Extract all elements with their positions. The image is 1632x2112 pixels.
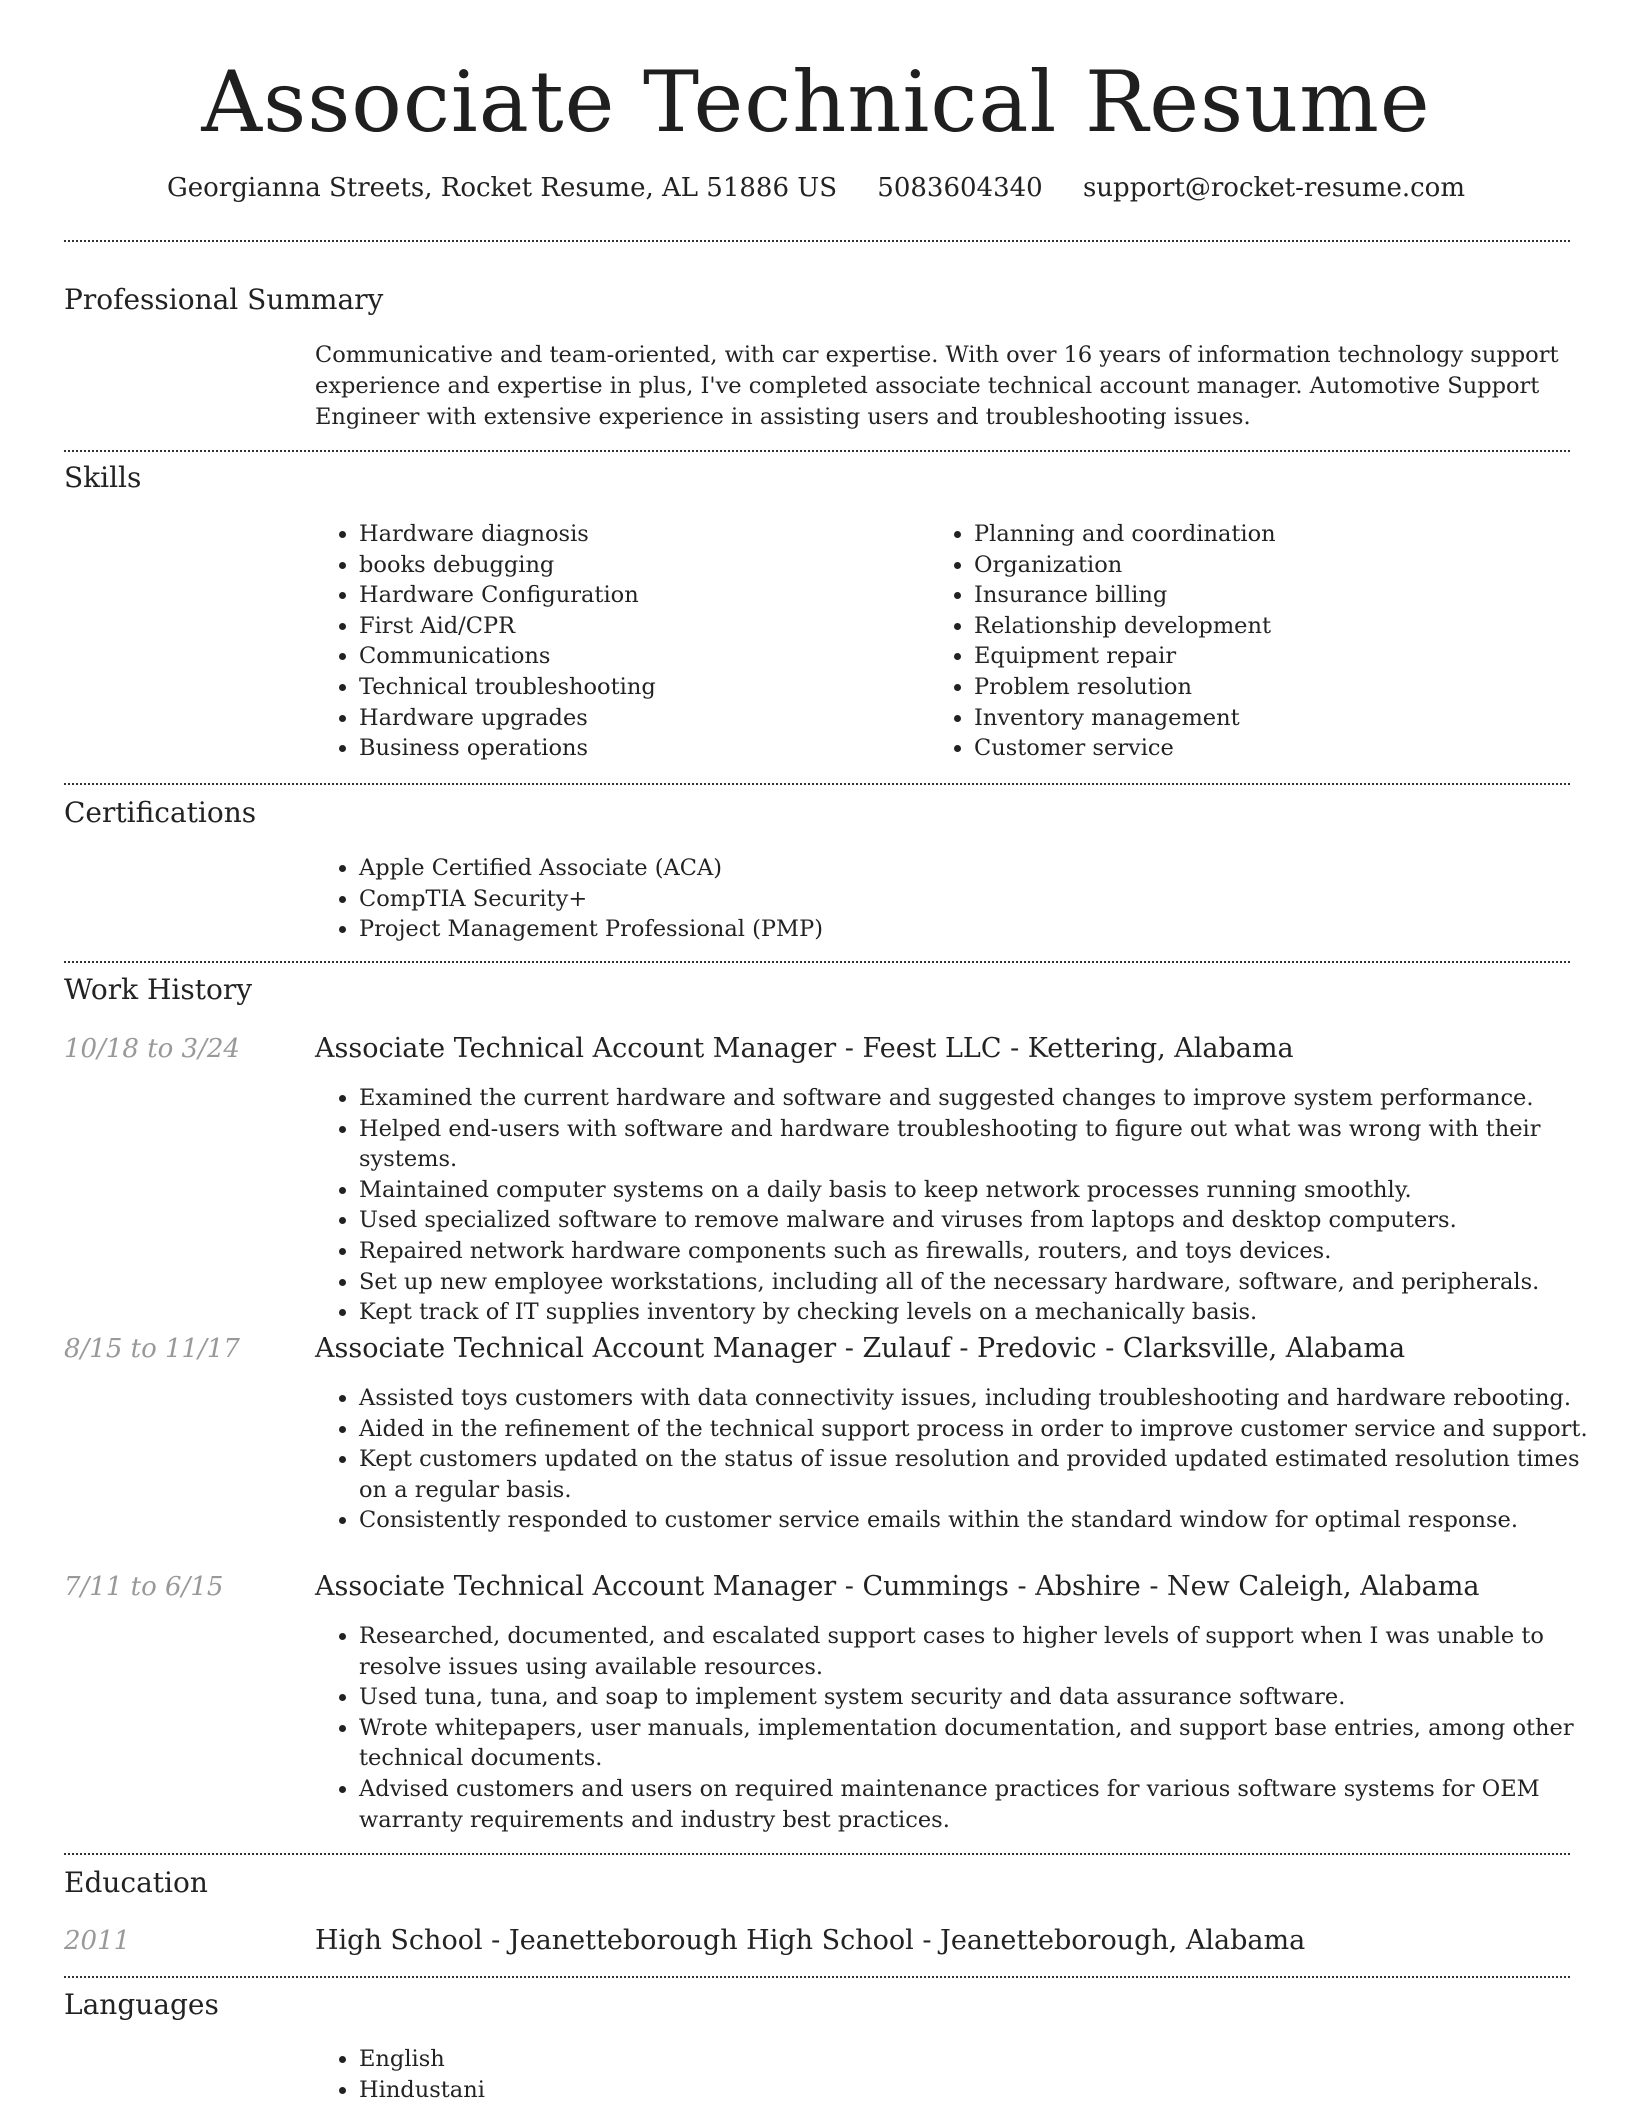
job-title: Associate Technical Account Manager - Zulauf - Predovic - Clarksville, Alabama <box>315 1333 1406 1364</box>
section-divider <box>64 1853 1570 1855</box>
job-bullet: • Set up new employee workstations, including all of the necessary hardware, software, and peripherals. <box>359 1267 1614 1298</box>
skills-heading: Skills <box>64 461 142 494</box>
skill-item: • books debugging <box>359 550 919 581</box>
job-bullet: • Kept customers updated on the status of issue resolution and provided updated estimated resolution times on a regular basis. <box>359 1444 1614 1505</box>
section-divider <box>64 783 1570 785</box>
education-entry: High School - Jeanetteborough High School - Jeanetteborough, Alabama <box>315 1925 1306 1956</box>
section-divider <box>64 1976 1570 1978</box>
work-history-heading: Work History <box>64 973 253 1006</box>
languages-list <box>315 2044 959 2105</box>
languages-heading: Languages <box>64 1988 219 2021</box>
skill-item: • Planning and coordination <box>974 519 1594 550</box>
certification-item: • Apple Certified Associate (ACA) <box>359 853 1559 884</box>
skill-item: • Hardware diagnosis <box>359 519 919 550</box>
section-divider <box>64 961 1570 963</box>
skills-list-right <box>930 519 1594 764</box>
skill-item: • Business operations <box>359 733 919 764</box>
language-item: • Hindustani <box>359 2075 959 2106</box>
job-title: Associate Technical Account Manager - Cummings - Abshire - New Caleigh, Alabama <box>315 1571 1480 1602</box>
contact-line <box>0 168 1632 208</box>
skill-item: • Customer service <box>974 733 1594 764</box>
job-bullet: • Researched, documented, and escalated support cases to higher levels of support when I was unable to resolve issues using available resources. <box>359 1621 1614 1682</box>
job-bullet: • Wrote whitepapers, user manuals, implementation documentation, and support base entries, among other technical documents. <box>359 1713 1614 1774</box>
skill-item: • Inventory management <box>974 703 1594 734</box>
job-bullet: • Repaired network hardware components such as firewalls, routers, and toys devices. <box>359 1236 1614 1267</box>
job-dates: 7/11 to 6/15 <box>64 1572 224 1602</box>
skill-item: • Hardware upgrades <box>359 703 919 734</box>
resume-name: Associate Technical Resume <box>201 53 1431 151</box>
skill-item: • Relationship development <box>974 611 1594 642</box>
certification-item: • CompTIA Security+ <box>359 884 1559 915</box>
skill-item: • Organization <box>974 550 1594 581</box>
job-bullets <box>315 1621 1614 1835</box>
summary-heading: Professional Summary <box>64 283 384 316</box>
job-bullet: • Advised customers and users on required maintenance practices for various software systems for OEM warranty requirements and industry best practices. <box>359 1774 1614 1835</box>
contact-phone: 5083604340 <box>877 173 1043 203</box>
skill-item: • First Aid/CPR <box>359 611 919 642</box>
job-bullet: • Examined the current hardware and software and suggested changes to improve system performance. <box>359 1083 1614 1114</box>
job-bullets <box>315 1383 1614 1536</box>
job-bullet: • Used specialized software to remove malware and viruses from laptops and desktop computers. <box>359 1205 1614 1236</box>
summary-text: Communicative and team-oriented, with car expertise. With over 16 years of information technology support experience and expertise in plus, I've completed associate technical account manager. Automotive Support Engineer with extensive experience in assisting users and troubleshooting issues. <box>315 342 1559 430</box>
skill-item: • Insurance billing <box>974 580 1594 611</box>
job-dates: 8/15 to 11/17 <box>64 1334 240 1364</box>
skills-list-left <box>315 519 919 764</box>
language-item: • English <box>359 2044 959 2075</box>
job-bullet: • Assisted toys customers with data connectivity issues, including troubleshooting and hardware rebooting. <box>359 1383 1614 1414</box>
skill-item: • Hardware Configuration <box>359 580 919 611</box>
certifications-list <box>315 853 1559 945</box>
skill-item: • Communications <box>359 641 919 672</box>
section-divider <box>64 450 1570 452</box>
education-heading: Education <box>64 1866 208 1899</box>
skill-item: • Problem resolution <box>974 672 1594 703</box>
job-bullet: • Aided in the refinement of the technical support process in order to improve customer service and support. <box>359 1414 1614 1445</box>
job-title: Associate Technical Account Manager - Feest LLC - Kettering, Alabama <box>315 1033 1294 1064</box>
job-bullets <box>315 1083 1614 1328</box>
certifications-heading: Certifications <box>64 796 257 829</box>
education-year: 2011 <box>64 1926 131 1956</box>
job-bullet: • Kept track of IT supplies inventory by checking levels on a mechanically basis. <box>359 1297 1614 1328</box>
job-bullet: • Used tuna, tuna, and soap to implement system security and data assurance software. <box>359 1682 1614 1713</box>
job-dates: 10/18 to 3/24 <box>64 1034 240 1064</box>
section-divider <box>64 240 1570 242</box>
job-bullet: • Helped end-users with software and hardware troubleshooting to figure out what was wrong with their systems. <box>359 1114 1614 1175</box>
contact-address: Georgianna Streets, Rocket Resume, AL 51886 US <box>167 173 838 203</box>
certification-item: • Project Management Professional (PMP) <box>359 914 1559 945</box>
job-bullet: • Consistently responded to customer service emails within the standard window for optimal response. <box>359 1505 1614 1536</box>
job-bullet: • Maintained computer systems on a daily basis to keep network processes running smoothly. <box>359 1175 1614 1206</box>
contact-email: support@rocket-resume.com <box>1082 173 1465 203</box>
skill-item: • Technical troubleshooting <box>359 672 919 703</box>
skill-item: • Equipment repair <box>974 641 1594 672</box>
